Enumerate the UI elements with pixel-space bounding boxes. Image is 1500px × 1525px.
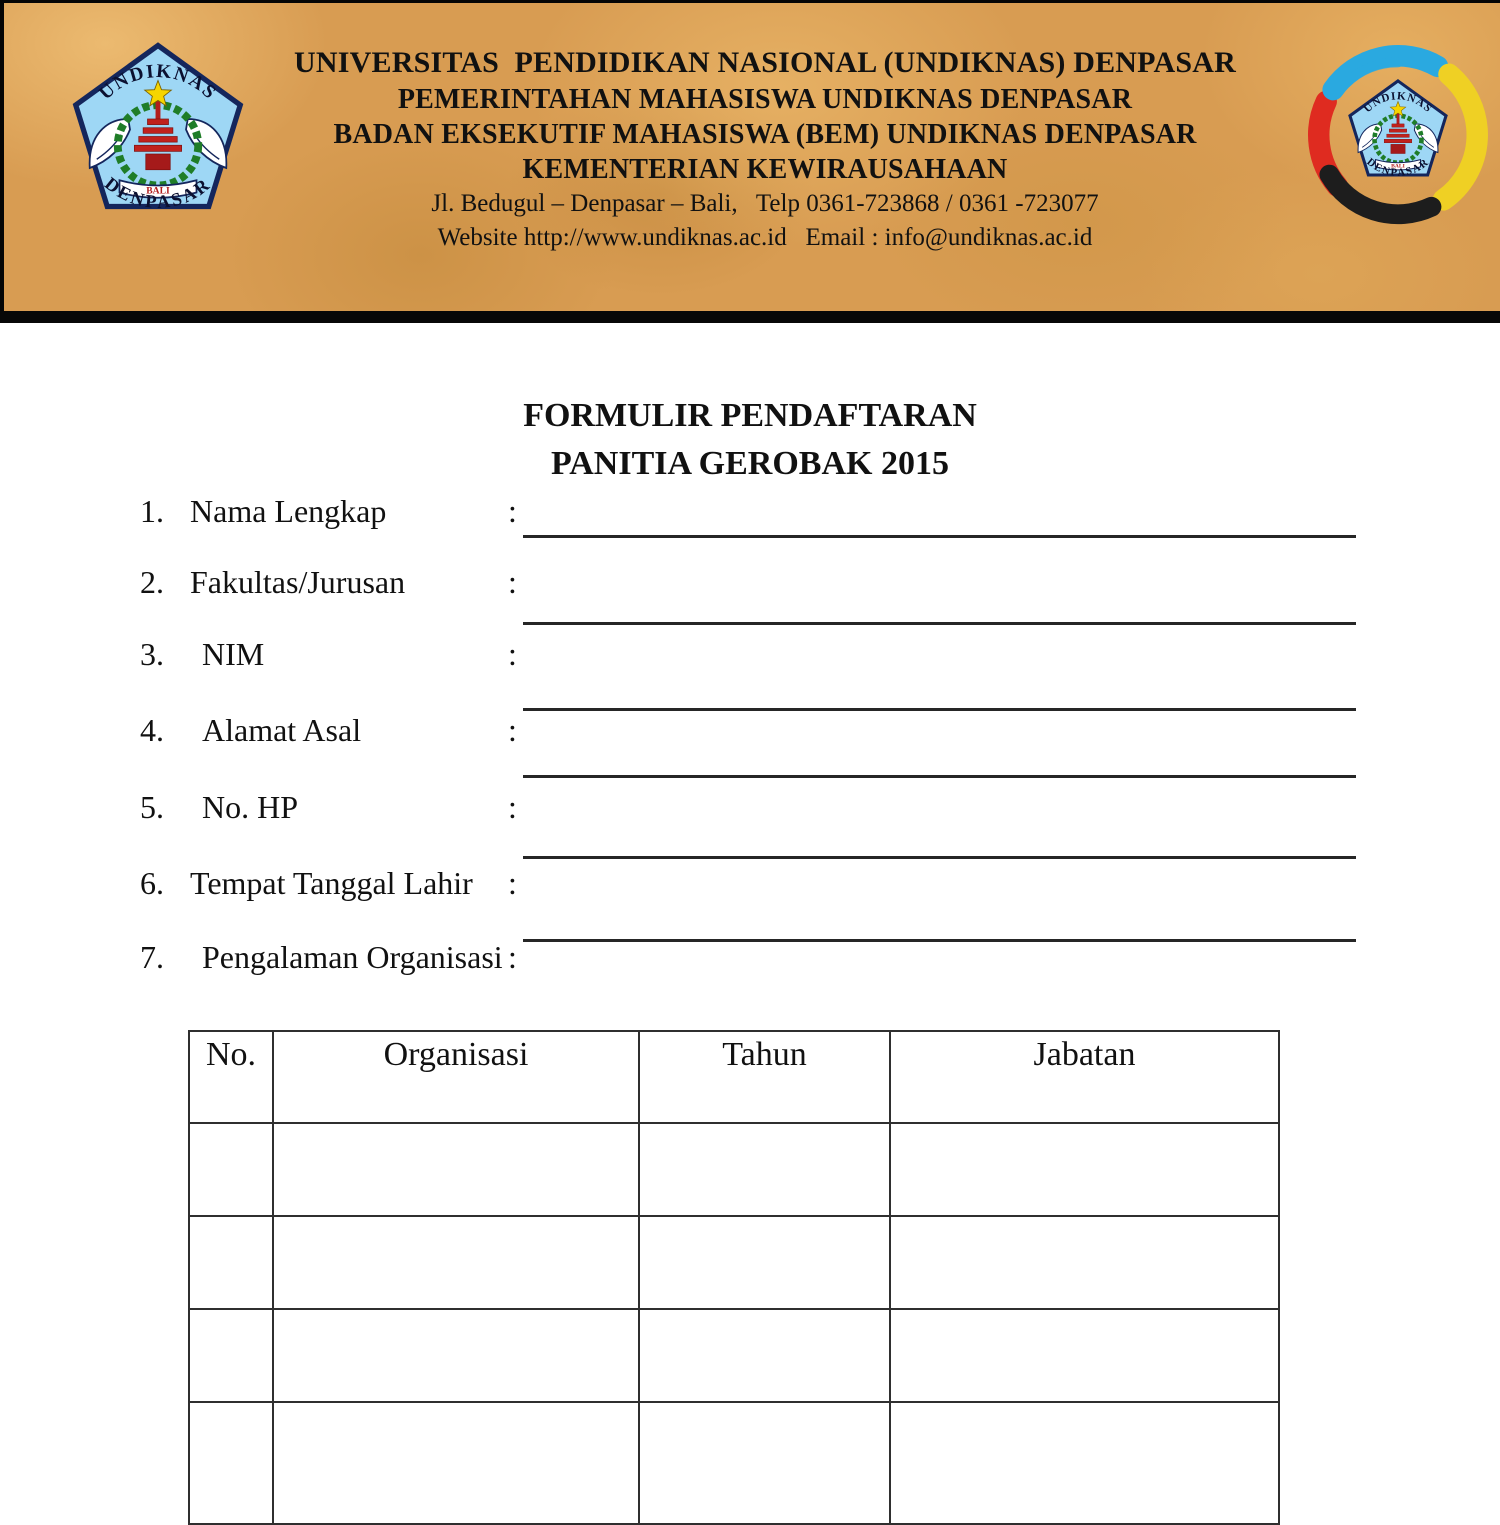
student-government-line: PEMERINTAHAN MAHASISWA UNDIKNAS DENPASAR: [397, 84, 1133, 115]
table-header-no: No.: [189, 1031, 273, 1123]
form-title: [0, 392, 1500, 488]
address-line: Jl. Bedugul – Denpasar – Bali, Telp 0361-723868 / 0361 -723077: [431, 190, 1099, 217]
table-cell-empty: [639, 1123, 890, 1216]
field-underline-tempat-tanggal-lahir: [523, 939, 1356, 942]
table-header-jabatan: Jabatan: [890, 1031, 1279, 1123]
table-cell-empty: [189, 1309, 273, 1402]
field-colon: :: [508, 789, 517, 825]
field-number: 1.: [140, 493, 164, 529]
form-field-pengalaman-organisasi: [140, 939, 517, 985]
field-number: 6.: [140, 865, 164, 901]
field-label: Nama Lengkap: [190, 493, 387, 529]
field-label: Fakultas/Jurusan: [190, 564, 406, 600]
field-label: Pengalaman Organisasi: [202, 939, 503, 975]
field-colon: :: [508, 493, 517, 529]
field-underline-nama-lengkap: [523, 535, 1356, 538]
letterhead-text-block: [250, 44, 1280, 255]
field-underline-nim: [523, 708, 1356, 711]
field-colon: :: [508, 712, 517, 748]
table-cell-empty: [639, 1402, 890, 1524]
form-field-no-hp: [140, 789, 517, 835]
field-number: 3.: [140, 636, 164, 672]
field-underline-fakultas-jurusan: [523, 622, 1356, 625]
field-label: Alamat Asal: [202, 712, 362, 748]
form-title-line1: FORMULIR PENDAFTARAN: [523, 397, 977, 434]
bem-line: BADAN EKSEKUTIF MAHASISWA (BEM) UNDIKNAS DENPASAR: [333, 119, 1197, 150]
table-cell-empty: [189, 1216, 273, 1309]
form-title-line2: PANITIA GEROBAK 2015: [551, 445, 949, 482]
table-row: [189, 1216, 1279, 1309]
header-divider-bar: [0, 311, 1500, 323]
page-left-edge: [0, 0, 4, 311]
page-top-edge: [0, 0, 1500, 3]
table-header-organisasi: Organisasi: [273, 1031, 639, 1123]
form-field-fakultas-jurusan: [140, 564, 517, 610]
undiknas-swirl-logo: [1298, 36, 1498, 234]
field-colon: :: [508, 636, 517, 672]
form-field-nama-lengkap: [140, 493, 517, 539]
table-row: [189, 1123, 1279, 1216]
ministry-line: KEMENTERIAN KEWIRAUSAHAAN: [522, 154, 1008, 185]
table-cell-empty: [273, 1123, 639, 1216]
field-underline-no-hp: [523, 856, 1356, 859]
field-number: 7.: [140, 939, 164, 975]
field-colon: :: [508, 564, 517, 600]
field-label: No. HP: [202, 789, 299, 825]
form-field-tempat-tanggal-lahir: [140, 865, 517, 911]
website-email-line: Website http://www.undiknas.ac.id Email : info@undiknas.ac.id: [437, 224, 1093, 251]
table-row: [189, 1309, 1279, 1402]
table-cell-empty: [189, 1123, 273, 1216]
field-number: 5.: [140, 789, 164, 825]
table-cell-empty: [890, 1123, 1279, 1216]
table-cell-empty: [639, 1216, 890, 1309]
undiknas-shield-logo: [68, 42, 248, 238]
table-header-tahun: Tahun: [639, 1031, 890, 1123]
table-cell-empty: [890, 1402, 1279, 1524]
form-field-alamat-asal: [140, 712, 517, 758]
organization-experience-table: [188, 1030, 1280, 1525]
university-name: UNIVERSITAS PENDIDIKAN NASIONAL (UNDIKNAS) DENPASAR: [294, 46, 1236, 79]
table-cell-empty: [273, 1216, 639, 1309]
table-cell-empty: [890, 1309, 1279, 1402]
table-cell-empty: [273, 1309, 639, 1402]
table-cell-empty: [639, 1309, 890, 1402]
form-field-nim: [140, 636, 517, 682]
table-header-row: [189, 1031, 1279, 1123]
field-underline-alamat-asal: [523, 775, 1356, 778]
field-colon: :: [508, 939, 517, 975]
field-colon: :: [508, 865, 517, 901]
letterhead-header: [0, 0, 1500, 311]
table-cell-empty: [273, 1402, 639, 1524]
table-cell-empty: [890, 1216, 1279, 1309]
field-label: Tempat Tanggal Lahir: [190, 865, 473, 901]
table-cell-empty: [189, 1402, 273, 1524]
field-label: NIM: [202, 636, 265, 672]
field-number: 4.: [140, 712, 164, 748]
field-number: 2.: [140, 564, 164, 600]
table-row: [189, 1402, 1279, 1524]
